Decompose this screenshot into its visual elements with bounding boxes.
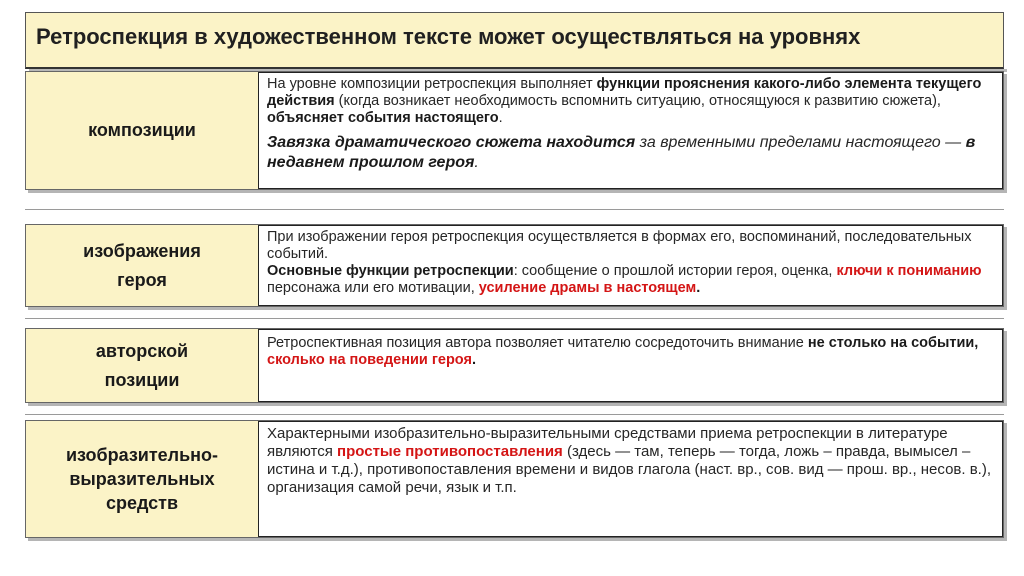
row-description-author-position — [258, 329, 1003, 402]
divider — [25, 209, 1004, 210]
text-run-bold-italic: Завязка драматического сюжета находится — [267, 134, 636, 151]
row-label-composition — [26, 72, 258, 189]
page-title: Ретроспекция в художественном тексте может осуществляться на уровнях — [36, 24, 861, 49]
label-line: авторской — [95, 340, 189, 361]
row-description-hero-depiction — [258, 225, 1003, 306]
row-description-composition — [258, 72, 1003, 189]
label-line: изображения — [83, 240, 201, 261]
text-run-italic: . — [474, 154, 479, 171]
label-line: средств — [105, 493, 179, 513]
text-run-bold-italic: в недавнем прошлом героя — [267, 134, 976, 171]
row-label-expressive-means — [26, 421, 258, 537]
text-run: Ретроспективная позиция автора позволяет читателю сосредоточить внимание — [267, 335, 808, 351]
description-paragraph: При изображении героя ретроспекция осуществляется в формах его, воспоминаний, последовательных событий. — [267, 229, 972, 262]
row-expressive-means — [25, 420, 1004, 538]
text-run-red: ключи к пониманию — [836, 263, 982, 279]
description-paragraph — [267, 76, 994, 127]
text-run-bold: функции прояснения какого-либо элемента текущего действия — [267, 76, 982, 109]
description-paragraph — [267, 263, 994, 297]
text-run: . — [498, 110, 503, 126]
divider — [25, 414, 1004, 415]
row-label-author-position — [26, 329, 258, 402]
text-run: персонажа или его мотивации, — [267, 280, 479, 296]
text-run-bold: . — [471, 352, 476, 368]
text-run: : сообщение о прошлой истории героя, оценка, — [513, 263, 837, 279]
row-description-expressive-means — [258, 421, 1003, 537]
text-run-bold: не столько на событии, — [807, 335, 979, 351]
text-run-bold: Основные функции ретроспекции — [267, 263, 514, 279]
description-paragraph — [267, 425, 994, 497]
text-run-bold: объясняет события настоящего — [267, 110, 499, 126]
row-label-text — [96, 337, 188, 395]
text-run: На уровне композиции ретроспекция выполняет — [267, 76, 597, 92]
row-author-position — [25, 328, 1004, 403]
title-banner — [25, 12, 1004, 69]
row-label-text — [66, 443, 218, 515]
text-run: Характерными изобразительно-выразительными средствами приема ретроспекции в литературе являются — [267, 425, 948, 460]
label-line: изобразительно- — [65, 445, 219, 465]
row-label-text — [83, 237, 201, 295]
text-run-red: сколько на поведении героя — [267, 352, 472, 368]
label-line: героя — [117, 269, 167, 290]
label-line: выразительных — [69, 469, 215, 489]
text-run-red: простые противопоставления — [337, 443, 563, 460]
row-label-hero-depiction — [26, 225, 258, 306]
label-line: позиции — [104, 369, 180, 390]
text-run-red: усиление драмы в настоящем — [478, 280, 697, 296]
description-paragraph — [267, 133, 994, 173]
text-run: (когда возникает необходимость вспомнить ситуацию, относящуюся к развитию сюжета), — [334, 93, 941, 109]
divider — [25, 318, 1004, 319]
row-composition — [25, 71, 1004, 190]
description-paragraph — [267, 335, 994, 369]
row-label-text: композиции — [88, 120, 196, 140]
row-hero-depiction — [25, 224, 1004, 307]
text-run: (здесь — там, теперь — тогда, ложь – правда, вымысел –истина и т.д.), противопоставления времени и видов глагола (наст. вр., сов. вид — прош. вр., несов. в.), организация самой речи, язык и т.п. — [267, 443, 992, 496]
text-run-italic: за временными пределами настоящего — — [635, 134, 966, 151]
text-run-bold: . — [696, 280, 701, 296]
